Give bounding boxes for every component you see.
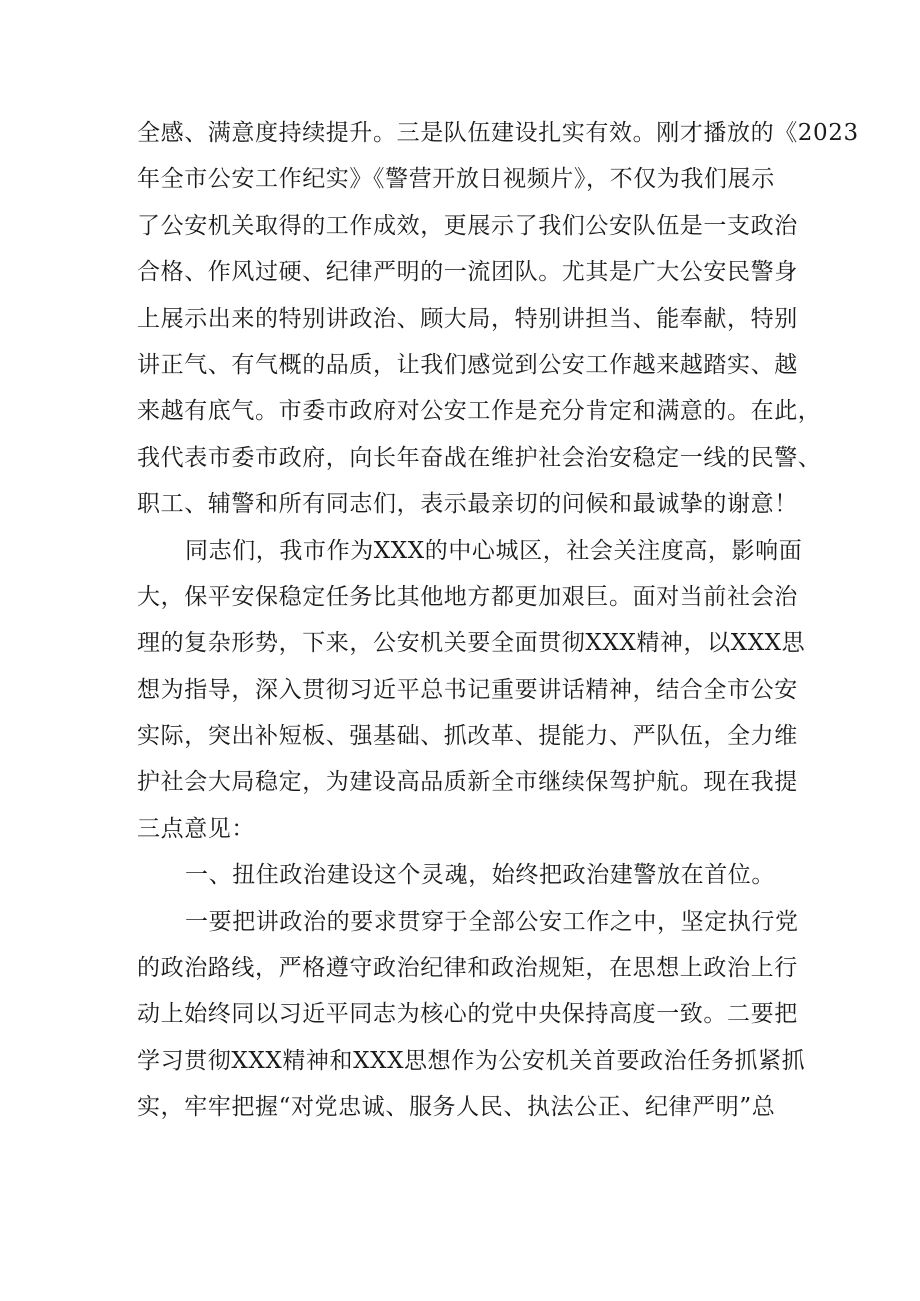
text-line: 动上始终同以习近平同志为核心的党中央保持高度一致。二要把 <box>137 1001 798 1028</box>
text-line: 讲正气、有气概的品质，让我们感觉到公安工作越来越踏实、越 <box>137 351 798 378</box>
text-line: 了公安机关取得的工作成效，更展示了我们公安队伍是一支政治 <box>137 212 798 239</box>
paragraph-start-line: 一要把讲政治的要求贯穿于全部公安工作之中，坚定执行党 <box>185 908 799 935</box>
section-heading: 一、扭住政治建设这个灵魂，始终把政治建警放在首位。 <box>185 862 775 889</box>
text-line: 合格、作风过硬、纪律严明的一流团队。尤其是广大公安民警身 <box>137 259 798 286</box>
text-line: 大，保平安保稳定任务比其他地方都更加艰巨。面对当前社会治 <box>137 583 798 610</box>
text-line: 实际，突出补短板、强基础、抓改革、提能力、严队伍，全力维 <box>137 723 798 750</box>
text-line: 理的复杂形势，下来，公安机关要全面贯彻XXX精神，以XXX思 <box>137 630 806 657</box>
text-line: 三点意见： <box>137 815 255 842</box>
text-line: 来越有底气。市委市政府对公安工作是充分肯定和满意的。在此， <box>137 398 822 425</box>
document-body <box>137 110 859 1131</box>
text-line: 我代表市委市政府，向长年奋战在维护社会治安稳定一线的民警、 <box>137 444 822 471</box>
text-line: 实，牢牢把握“对党忠诚、服务人民、执法公正、纪律严明”总 <box>137 1094 776 1121</box>
paragraph-start-line: 同志们，我市作为XXX的中心城区，社会关注度高，影响面 <box>185 537 803 564</box>
text-line: 护社会大局稳定，为建设高品质新全市继续保驾护航。现在我提 <box>137 769 798 796</box>
text-line: 学习贯彻XXX精神和XXX思想作为公安机关首要政治任务抓紧抓 <box>137 1047 806 1074</box>
text-line: 全感、满意度持续提升。三是队伍建设扎实有效。刚才播放的《2023 <box>137 120 859 146</box>
text-line: 职工、辅警和所有同志们，表示最亲切的问候和最诚挚的谢意！ <box>137 491 798 518</box>
text-line: 上展示出来的特别讲政治、顾大局，特别讲担当、能奉献，特别 <box>137 305 798 332</box>
text-line: 想为指导，深入贯彻习近平总书记重要讲话精神，结合全市公安 <box>137 676 798 703</box>
text-line: 年全市公安工作纪实》《警营开放日视频片》，不仅为我们展示 <box>137 166 775 193</box>
text-line: 的政治路线，严格遵守政治纪律和政治规矩，在思想上政治上行 <box>137 955 798 982</box>
